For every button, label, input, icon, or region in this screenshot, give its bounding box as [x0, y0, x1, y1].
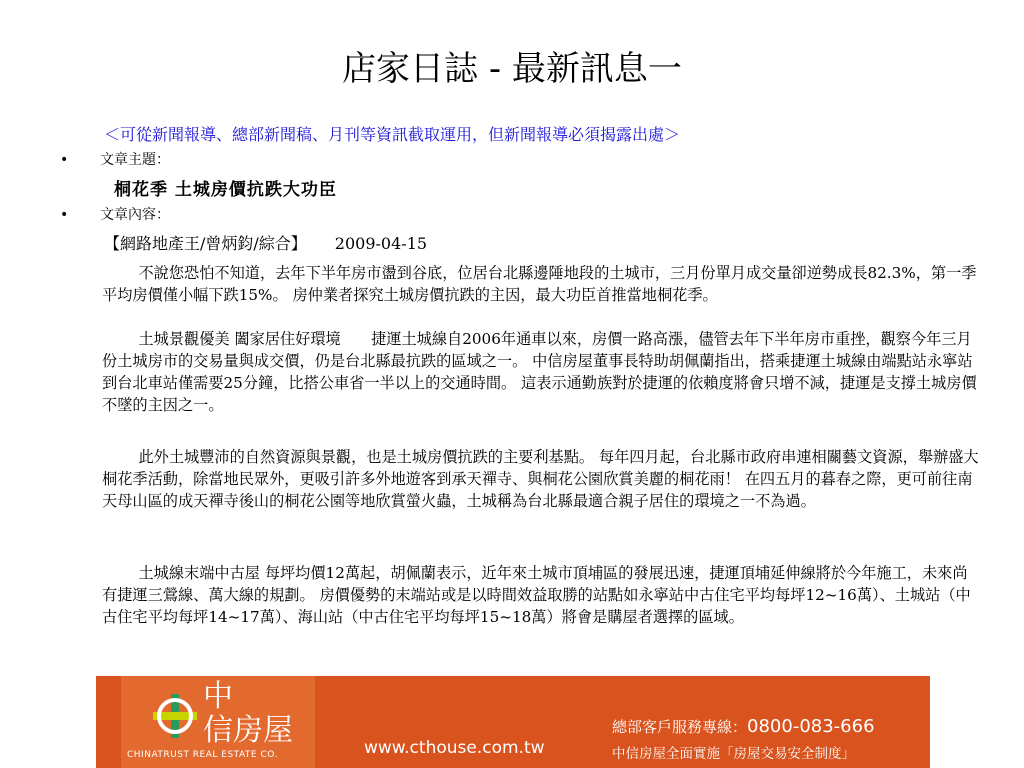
bullet-subject — [60, 150, 170, 170]
logo-text-line1: 中 — [203, 679, 233, 714]
bullet-dot-icon: • — [60, 207, 69, 223]
website-link[interactable]: www.cthouse.com.tw — [364, 738, 545, 758]
company-footer-banner — [96, 676, 930, 768]
article-subject: 桐花季 土城房價抗跌大功臣 — [114, 180, 337, 200]
footer-slogan: 中信房屋全面實施「房屋交易安全制度」 — [612, 746, 855, 762]
company-logo — [121, 676, 315, 768]
article-paragraph: 此外土城豐沛的自然資源與景觀，也是土城房價抗跌的主要利基點。 每年四月起，台北縣市政府串連相關藝文資源，舉辦盛大桐花季活動，除當地民眾外，更吸引許多外地遊客到承天禪寺、與桐花公園欣賞美麗的桐花雨！ 在四五月的暮春之際，更可前往南天母山區的成天禪寺後山的桐花公園等地欣賞螢火蟲，土城稱為台北縣最適合親子居住的環境之一不為過。 — [102, 448, 979, 510]
hotline — [612, 716, 875, 737]
byline-date: 2009-04-15 — [334, 234, 428, 253]
hotline-number: 0800-083-666 — [747, 716, 875, 737]
hotline-label: 總部客戶服務專線： — [612, 718, 748, 736]
article-byline — [104, 233, 427, 255]
source-notice: ＜可從新聞報導、總部新聞稿、月刊等資訊截取運用，但新聞報導必須揭露出處＞ — [104, 125, 681, 144]
page-title: 店家日誌 - 最新訊息一 — [342, 49, 682, 89]
logo-text-line2: 信房屋 — [203, 713, 293, 748]
article-paragraph: 土城景觀優美 闔家居住好環境 捷運土城線自2006年通車以來，房價一路高漲，儘管去年下半年房市重挫，觀察今年三月份土城房市的交易量與成交價，仍是台北縣最抗跌的區域之一。 中信房屋董事長特助胡佩蘭指出，搭乘捷運土城線由端點站永寧站到台北車站僅需要25分鐘，比搭公車省一半以上的交通時間。 這表示通勤族對於捷運的依賴度將會只增不減，捷運是支撐土城房價不墜的主因之一。 — [102, 330, 977, 414]
bullet-label: 文章主題： — [100, 152, 170, 168]
byline-source: 【網路地產王/曾炳鈞/綜合】 — [104, 234, 307, 253]
logo-english-name: CHINATRUST REAL ESTATE CO. — [127, 750, 278, 760]
article-paragraph: 不說您恐怕不知道，去年下半年房市盪到谷底，位居台北縣邊陲地段的土城市，三月份單月成交量卻逆勢成長82.3%，第一季平均房價僅小幅下跌15%。 房仲業者探究土城房價抗跌的主因，最大功臣首推當地桐花季。 — [102, 264, 977, 304]
bullet-label: 文章內容： — [100, 207, 170, 223]
bullet-dot-icon: • — [60, 152, 69, 168]
logo-mark-ring — [157, 698, 193, 734]
article-paragraph: 土城線末端中古屋 每坪均價12萬起，胡佩蘭表示，近年來土城市頂埔區的發展迅速，捷運頂埔延伸線將於今年施工，未來尚有捷運三鶯線、萬大線的規劃。 房價優勢的末端站或是以時間效益取勝的站點如永寧站中古住宅平均每坪12~16萬）、土城站（中古住宅平均每坪14~17萬）、海山站（中古住宅平均每坪15~18萬）將會是購屋者選擇的區域。 — [102, 564, 971, 626]
bullet-content — [60, 205, 170, 225]
